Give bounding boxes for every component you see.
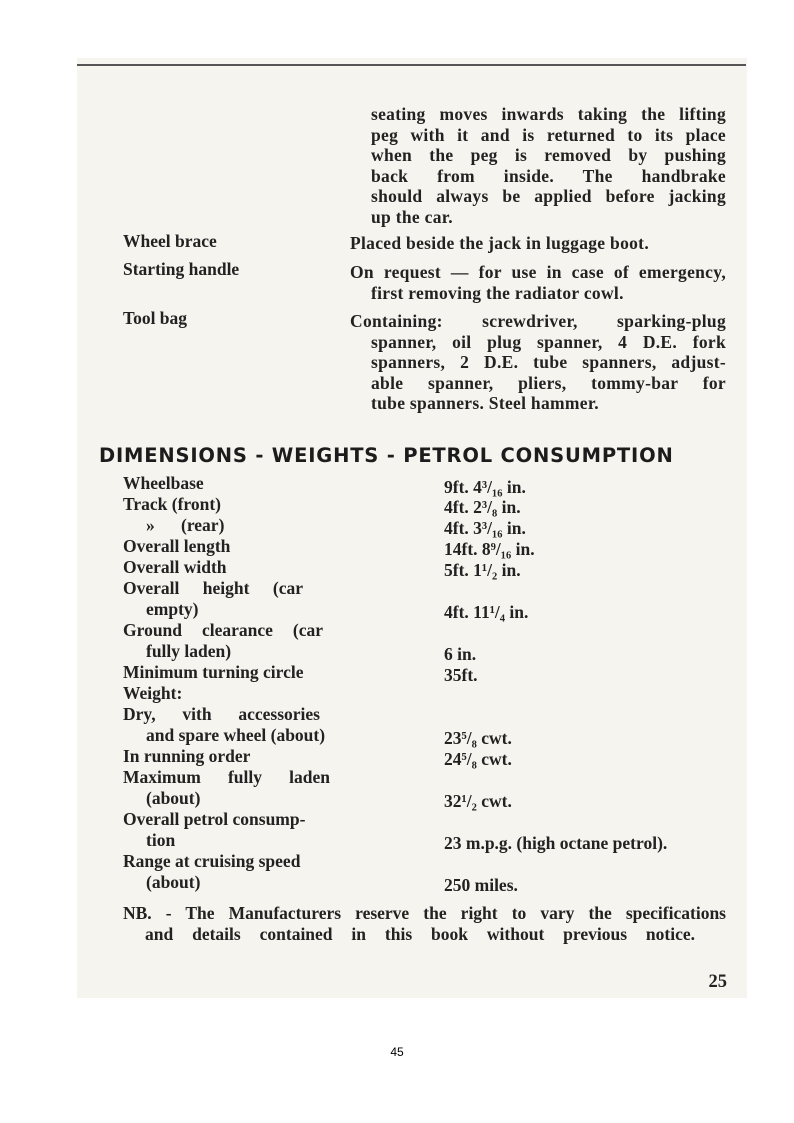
dim-label: Maximum fully laden	[123, 767, 330, 787]
dim-value: 4ft. 2³/₈ in.	[444, 497, 521, 517]
dim-value: 5ft. 1¹/₂ in.	[444, 560, 521, 580]
dim-label: Ground clearance (car	[123, 620, 323, 640]
dim-value: 35ft.	[444, 665, 478, 685]
dim-label: (about)	[146, 788, 201, 808]
dim-value: 250 miles.	[444, 875, 518, 895]
pdf-page-number: 45	[390, 1045, 404, 1059]
dim-label: Track (front)	[123, 494, 222, 514]
dim-value: 6 in.	[444, 644, 477, 664]
dim-value: 24⁵/₈ cwt.	[444, 749, 512, 769]
dim-label: In running order	[123, 746, 251, 766]
text-line: able spanner, pliers, tommy-bar for	[371, 372, 726, 393]
term-tool-bag: Tool bag	[123, 308, 188, 328]
dim-label: Minimum turning circle	[123, 662, 304, 682]
dim-label: (about)	[146, 872, 201, 892]
dim-value: 14ft. 8⁹/₁₆ in.	[444, 539, 535, 559]
text-line: when the peg is removed by pushing	[371, 145, 726, 165]
dim-value: 4ft. 11¹/₄ in.	[444, 602, 529, 622]
manufacturer-note	[123, 903, 726, 945]
top-rule	[77, 64, 746, 66]
term-wheel-brace: Wheel brace	[123, 231, 217, 251]
book-page-number: 25	[708, 972, 727, 992]
text-line: spanners, 2 D.E. tube spanners, adjust-	[371, 352, 726, 372]
desc-tool-bag	[350, 311, 726, 414]
dim-value: 23 m.p.g. (high octane petrol).	[444, 833, 668, 853]
dim-label: Weight:	[123, 683, 183, 703]
text-line: NB. - The Manufacturers reserve the right to vary the specifications	[123, 903, 726, 923]
text-line: spanner, oil plug spanner, 4 D.E. fork	[371, 331, 726, 352]
section-heading: DIMENSIONS - WEIGHTS - PETROL CONSUMPTION	[99, 444, 674, 467]
text-line: Placed beside the jack in luggage boot.	[350, 233, 649, 253]
dim-label: Wheelbase	[123, 473, 204, 493]
dim-label: Overall height (car	[123, 578, 303, 598]
dim-value: 32¹/₂ cwt.	[444, 791, 512, 811]
text-line: Containing: screwdriver, sparking-plug	[350, 311, 726, 331]
dim-label: Range at cruising speed	[123, 851, 301, 871]
dim-value: 23⁵/₈ cwt.	[444, 728, 512, 748]
text-line: and details contained in this book without previous notice.	[145, 924, 695, 944]
text-line: up the car.	[371, 206, 453, 227]
dim-label: Dry, vith accessories	[123, 704, 320, 724]
dim-label: fully laden)	[146, 641, 232, 661]
text-line: first removing the radiator cowl.	[371, 282, 624, 303]
dim-label: » (rear)	[146, 515, 225, 535]
desc-wheel-brace	[350, 233, 726, 254]
text-line: tube spanners. Steel hammer.	[371, 393, 599, 413]
dim-label: Overall petrol consump-	[123, 809, 306, 829]
dim-label: empty)	[146, 599, 199, 619]
dim-label: and spare wheel (about)	[146, 725, 326, 745]
text-line: peg with it and is returned to its place	[371, 124, 726, 145]
text-line: On request — for use in case of emergency,	[350, 262, 726, 282]
dim-label: tion	[146, 830, 176, 850]
text-line: seating moves inwards taking the lifting	[371, 104, 726, 124]
jack-paragraph	[371, 104, 726, 227]
dim-value: 4ft. 3³/₁₆ in.	[444, 518, 526, 538]
dim-label: Overall length	[123, 536, 231, 556]
text-line: back from inside. The handbrake	[371, 165, 726, 186]
text-line: should always be applied before jacking	[371, 186, 726, 206]
desc-starting-handle	[350, 262, 726, 303]
term-starting-handle: Starting handle	[123, 259, 240, 279]
dim-value: 9ft. 4³/₁₆ in.	[444, 477, 526, 497]
dim-label: Overall width	[123, 557, 227, 577]
